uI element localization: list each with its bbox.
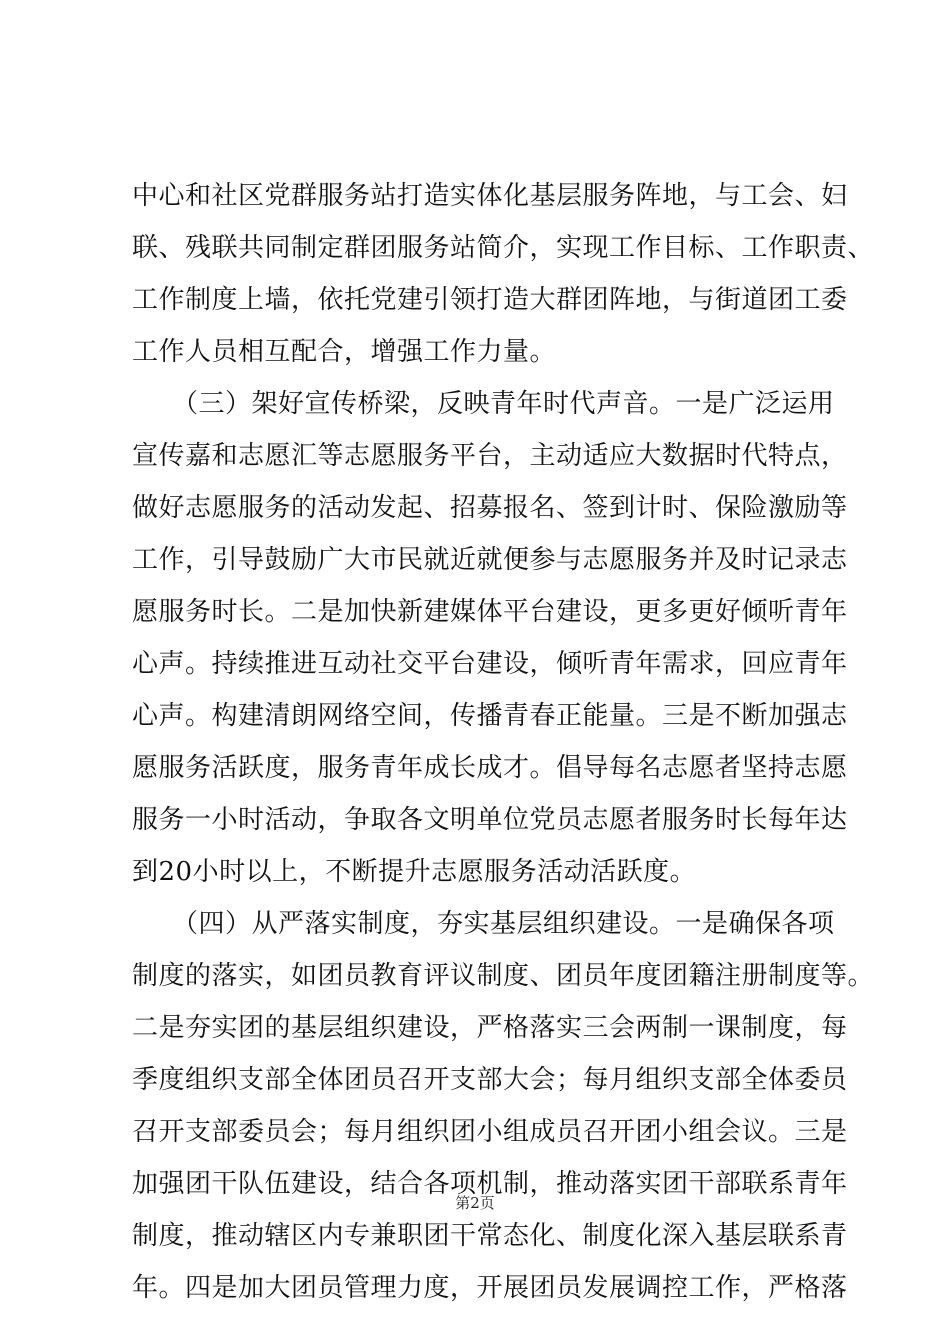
text-line: 制度的落实，如团员教育评议制度、团员年度团籍注册制度等。 <box>132 961 875 991</box>
text-line: 做好志愿服务的活动发起、招募报名、签到计时、保险激励等 <box>132 493 848 523</box>
text-line: 召开支部委员会；每月组织团小组成员召开团小组会议。三是 <box>132 1117 848 1147</box>
text-line: 心声。持续推进互动社交平台建设，倾听青年需求，回应青年 <box>132 649 848 679</box>
body-text <box>132 170 875 1314</box>
page-number: 第2页 <box>455 1194 495 1212</box>
text-line: 季度组织支部全体团员召开支部大会；每月组织支部全体委员 <box>132 1065 848 1095</box>
text-line: 二是夯实团的基层组织建设，严格落实三会两制一课制度，每 <box>132 1013 848 1043</box>
text-line: 加强团干队伍建设，结合各项机制，推动落实团干部联系青年 <box>132 1169 848 1199</box>
text-line: 联、残联共同制定群团服务站简介，实现工作目标、工作职责、 <box>132 233 875 263</box>
text-line: 工作，引导鼓励广大市民就近就便参与志愿服务并及时记录志 <box>132 545 848 575</box>
text-line: 愿服务活跃度，服务青年成长成才。倡导每名志愿者坚持志愿 <box>132 753 848 783</box>
text-line: （三）架好宣传桥梁，反映青年时代声音。一是广泛运用 <box>132 389 835 419</box>
text-line: 中心和社区党群服务站打造实体化基层服务阵地，与工会、妇 <box>132 181 848 211</box>
text-line: 宣传嘉和志愿汇等志愿服务平台，主动适应大数据时代特点， <box>132 441 848 471</box>
text-line: （四）从严落实制度，夯实基层组织建设。一是确保各项 <box>132 909 835 939</box>
text-line: 心声。构建清朗网络空间，传播青春正能量。三是不断加强志 <box>132 701 848 731</box>
text-line: 工作人员相互配合，增强工作力量。 <box>132 337 557 367</box>
text-line: 到20小时以上，不断提升志愿服务活动活跃度。 <box>132 857 697 887</box>
text-line: 年。四是加大团员管理力度，开展团员发展调控工作，严格落 <box>132 1273 848 1303</box>
text-line: 制度，推动辖区内专兼职团干常态化、制度化深入基层联系青 <box>132 1221 848 1251</box>
text-line: 愿服务时长。二是加快新建媒体平台建设，更多更好倾听青年 <box>132 597 848 627</box>
text-line: 工作制度上墙，依托党建引领打造大群团阵地，与街道团工委 <box>132 285 848 315</box>
text-line: 服务一小时活动，争取各文明单位党员志愿者服务时长每年达 <box>132 805 848 835</box>
